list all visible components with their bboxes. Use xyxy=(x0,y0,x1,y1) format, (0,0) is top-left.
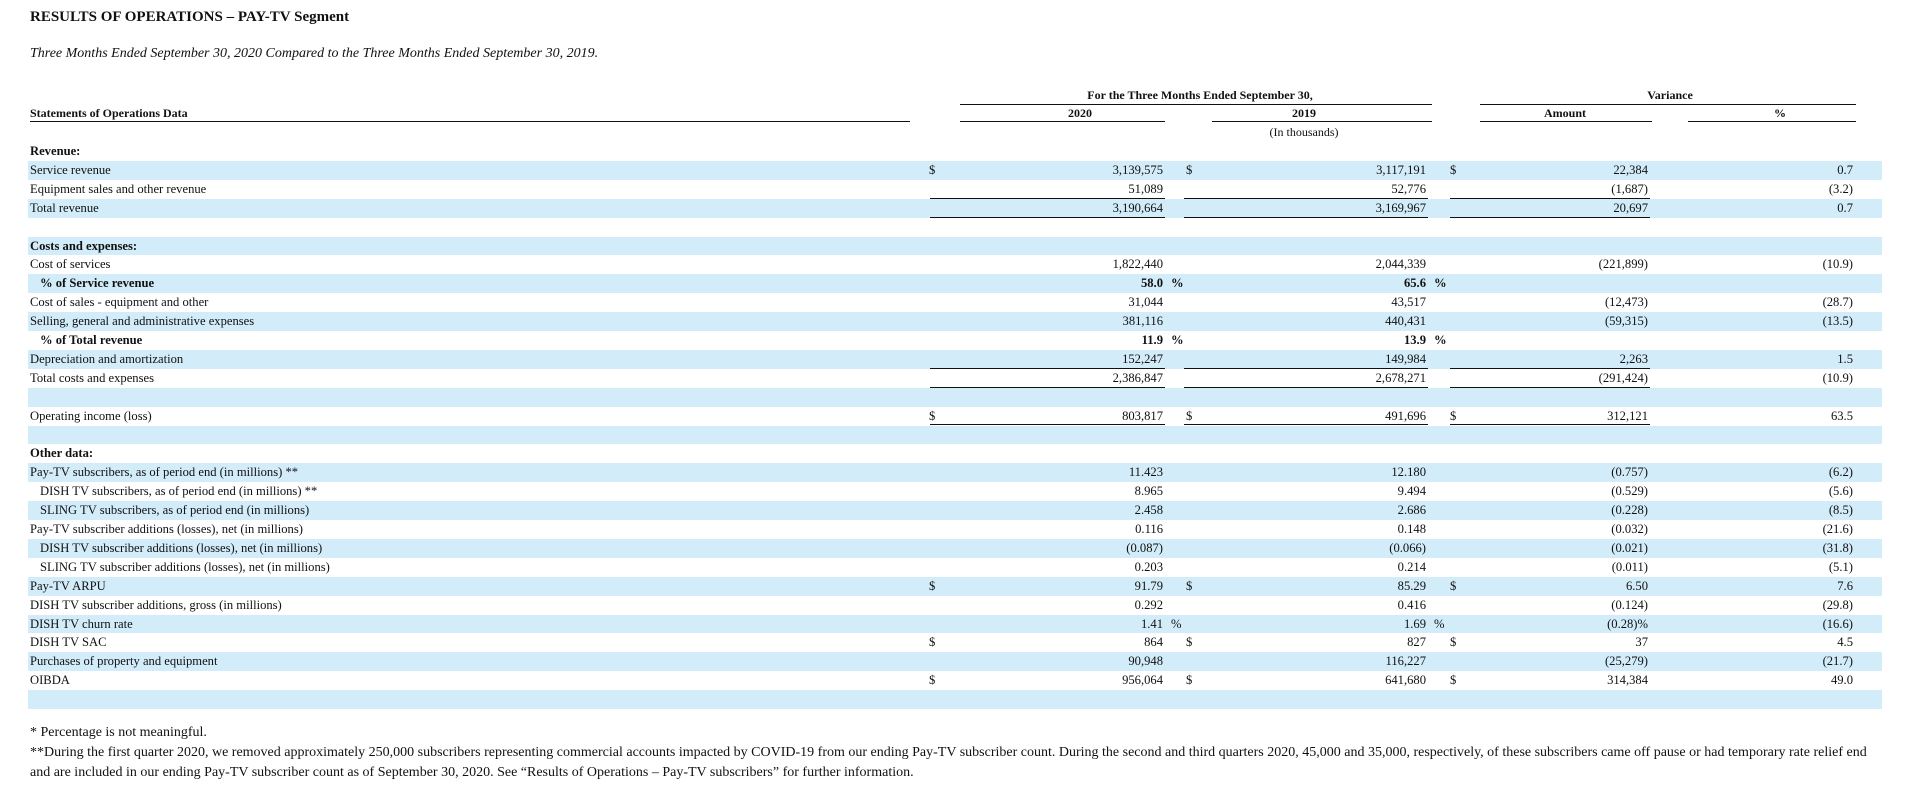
value-2020: 31,044 xyxy=(1128,295,1163,310)
variance-percent: 63.5 xyxy=(1830,408,1853,423)
row-label: DISH TV SAC xyxy=(30,635,107,650)
variance-amount: 37 xyxy=(1635,635,1648,650)
row-label: DISH TV subscriber additions (losses), net (in millions) xyxy=(40,540,323,555)
value-2020: 803,817 xyxy=(1122,408,1163,423)
variance-percent: (13.5) xyxy=(1822,314,1853,329)
variance-amount: (0.032) xyxy=(1611,522,1648,536)
table-row xyxy=(28,218,1882,237)
dollar-sign: $ xyxy=(1450,408,1457,423)
value-2020: 8.965 xyxy=(1134,484,1163,499)
dollar-sign: $ xyxy=(1186,673,1193,688)
variance-amount: 314,384 xyxy=(1607,673,1648,688)
table-row xyxy=(28,274,1882,293)
dollar-sign: $ xyxy=(929,162,936,177)
dollar-sign: $ xyxy=(1186,578,1193,593)
row-label: % of Total revenue xyxy=(40,333,143,347)
dollar-sign: $ xyxy=(1450,635,1457,650)
percent-header: % xyxy=(1774,106,1786,120)
variance-percent: (5.1) xyxy=(1828,559,1853,574)
table-row xyxy=(28,350,1882,369)
variance-amount: (12,473) xyxy=(1604,295,1648,310)
value-2019: 0.214 xyxy=(1397,559,1426,574)
row-label: Depreciation and amortization xyxy=(30,351,184,366)
row-label: SLING TV subscriber additions (losses), net (in millions) xyxy=(40,559,330,574)
variance-amount: (221,899) xyxy=(1598,257,1648,272)
value-2019: (0.066) xyxy=(1389,540,1426,555)
value-2019: 43,517 xyxy=(1391,295,1426,310)
row-label: Cost of sales - equipment and other xyxy=(30,295,209,310)
value-2020: 11.423 xyxy=(1128,465,1163,480)
variance-amount: (0.124) xyxy=(1611,597,1648,612)
table-row xyxy=(28,255,1882,274)
row-label: DISH TV churn rate xyxy=(30,616,133,631)
table-row xyxy=(28,596,1882,615)
value-2019: 149,984 xyxy=(1385,351,1426,366)
dollar-sign: $ xyxy=(929,408,936,423)
table-row xyxy=(28,520,1882,539)
row-label: % of Service revenue xyxy=(40,276,155,291)
value-2020: 956,064 xyxy=(1122,673,1163,688)
variance-amount: (0.011) xyxy=(1611,559,1648,574)
row-label: Pay-TV subscribers, as of period end (in millions) ** xyxy=(30,465,299,480)
row-label: Selling, general and administrative expenses xyxy=(30,314,255,329)
value-2020: (0.087) xyxy=(1126,540,1163,555)
value-2020: 11.9 xyxy=(1141,333,1163,347)
variance-amount: 22,384 xyxy=(1613,162,1648,177)
row-label: Pay-TV ARPU xyxy=(30,578,106,593)
percent-sign: % xyxy=(1171,276,1184,291)
table-row xyxy=(28,444,1882,463)
year-2020-header: 2020 xyxy=(1068,106,1092,120)
dollar-sign: $ xyxy=(1186,162,1193,177)
value-2019: 65.6 xyxy=(1403,276,1426,291)
row-label: Service revenue xyxy=(30,162,111,177)
value-2020: 3,139,575 xyxy=(1112,162,1163,177)
value-2019: 2,044,339 xyxy=(1375,257,1426,272)
variance-header: Variance xyxy=(1647,88,1693,102)
table-row xyxy=(28,199,1882,218)
table-row xyxy=(28,615,1882,634)
table-row xyxy=(28,539,1882,558)
row-label: Total revenue xyxy=(30,200,99,215)
row-label: Costs and expenses: xyxy=(30,238,138,253)
table-row xyxy=(28,312,1882,331)
row-label: DISH TV subscriber additions, gross (in millions) xyxy=(30,597,282,612)
dollar-sign: $ xyxy=(1450,673,1457,688)
dollar-sign: $ xyxy=(1450,578,1457,593)
variance-percent: (10.9) xyxy=(1822,257,1853,272)
variance-amount: (0.28)% xyxy=(1607,616,1648,631)
value-2020: 2.458 xyxy=(1134,503,1163,518)
table-row xyxy=(28,407,1882,426)
value-2020: 1.41 xyxy=(1140,616,1163,631)
value-2020: 2,386,847 xyxy=(1112,370,1163,385)
value-2019: 3,169,967 xyxy=(1375,200,1426,215)
table-row xyxy=(28,671,1882,690)
value-2020: 152,247 xyxy=(1122,351,1163,366)
table-row xyxy=(28,369,1882,388)
table-row xyxy=(28,161,1882,180)
row-label: Pay-TV subscriber additions (losses), net (in millions) xyxy=(30,522,303,536)
value-2020: 91.79 xyxy=(1134,578,1163,593)
dollar-sign: $ xyxy=(929,673,936,688)
variance-amount: (291,424) xyxy=(1598,370,1648,385)
value-2019: 2,678,271 xyxy=(1375,370,1426,385)
variance-amount: 2,263 xyxy=(1619,351,1648,366)
value-2020: 3,190,664 xyxy=(1112,200,1163,215)
variance-amount: 312,121 xyxy=(1607,408,1648,423)
dollar-sign: $ xyxy=(929,578,936,593)
variance-percent: (16.6) xyxy=(1822,616,1853,631)
row-label: DISH TV subscribers, as of period end (in millions) ** xyxy=(40,484,318,499)
units-header: (In thousands) xyxy=(1269,125,1339,139)
variance-percent: (3.2) xyxy=(1828,181,1853,196)
value-2020: 90,948 xyxy=(1128,654,1163,669)
dollar-sign: $ xyxy=(1450,162,1457,177)
row-label: Cost of services xyxy=(30,257,111,272)
table-row xyxy=(28,652,1882,671)
table-row xyxy=(28,633,1882,652)
value-2019: 491,696 xyxy=(1385,408,1426,423)
page-subtitle: Three Months Ended September 30, 2020 Compared to the Three Months Ended September 30, 2019. xyxy=(30,46,599,61)
variance-percent: 1.5 xyxy=(1837,351,1853,366)
dollar-sign: $ xyxy=(1186,408,1193,423)
page-title: RESULTS OF OPERATIONS – PAY-TV Segment xyxy=(30,9,350,25)
value-2020: 381,116 xyxy=(1122,314,1163,329)
value-2020: 0.203 xyxy=(1134,559,1163,574)
variance-percent: 4.5 xyxy=(1837,635,1853,650)
value-2020: 0.292 xyxy=(1134,597,1163,612)
value-2020: 51,089 xyxy=(1128,181,1163,196)
table-row xyxy=(28,237,1882,256)
row-label: Other data: xyxy=(30,446,94,461)
table-row xyxy=(28,180,1882,199)
variance-percent: (8.5) xyxy=(1828,503,1853,518)
table-row xyxy=(28,463,1882,482)
value-2019: 85.29 xyxy=(1397,578,1426,593)
value-2019: 2.686 xyxy=(1397,503,1426,518)
variance-percent: (6.2) xyxy=(1828,465,1853,480)
row-label: SLING TV subscribers, as of period end (in millions) xyxy=(40,503,310,518)
table-row xyxy=(28,293,1882,312)
variance-percent: (10.9) xyxy=(1822,370,1853,385)
value-2019: 440,431 xyxy=(1385,314,1426,329)
value-2020: 0.116 xyxy=(1135,522,1163,536)
variance-percent: 0.7 xyxy=(1837,200,1853,215)
table-row xyxy=(28,331,1882,350)
percent-sign: % xyxy=(1434,616,1445,631)
row-label: Purchases of property and equipment xyxy=(30,654,218,669)
variance-amount: (0.529) xyxy=(1611,484,1648,499)
table-row xyxy=(28,482,1882,501)
value-2019: 9.494 xyxy=(1397,484,1426,499)
statements-header: Statements of Operations Data xyxy=(30,106,188,120)
variance-percent: (5.6) xyxy=(1828,484,1853,499)
variance-percent: (31.8) xyxy=(1822,540,1853,555)
variance-percent: (28.7) xyxy=(1822,295,1853,310)
dollar-sign: $ xyxy=(929,635,936,650)
variance-percent: (21.6) xyxy=(1822,522,1853,536)
value-2019: 52,776 xyxy=(1391,181,1426,196)
percent-sign: % xyxy=(1434,333,1447,347)
value-2019: 0.416 xyxy=(1397,597,1426,612)
variance-amount: (0.021) xyxy=(1611,540,1648,555)
table-row xyxy=(28,501,1882,520)
percent-sign: % xyxy=(1171,616,1182,631)
percent-sign: % xyxy=(1434,276,1447,291)
value-2019: 3,117,191 xyxy=(1376,162,1426,177)
value-2019: 1.69 xyxy=(1403,616,1426,631)
value-2020: 864 xyxy=(1144,635,1163,650)
variance-amount: (1,687) xyxy=(1611,181,1648,196)
table-row xyxy=(28,577,1882,596)
value-2019: 0.148 xyxy=(1397,522,1426,536)
variance-percent: 49.0 xyxy=(1830,673,1853,688)
year-2019-header: 2019 xyxy=(1292,106,1316,120)
variance-percent: 7.6 xyxy=(1837,578,1853,593)
row-label: OIBDA xyxy=(30,673,70,688)
value-2020: 58.0 xyxy=(1140,276,1163,291)
variance-amount: 6.50 xyxy=(1625,578,1648,593)
table-row xyxy=(28,388,1882,407)
amount-header: Amount xyxy=(1543,106,1586,120)
percent-sign: % xyxy=(1171,333,1184,347)
value-2019: 13.9 xyxy=(1403,333,1426,347)
variance-percent: (29.8) xyxy=(1822,597,1853,612)
table-row xyxy=(28,426,1882,445)
row-label: Total costs and expenses xyxy=(30,370,154,385)
variance-amount: 20,697 xyxy=(1613,200,1648,215)
value-2019: 827 xyxy=(1407,635,1426,650)
variance-amount: (59,315) xyxy=(1604,314,1648,329)
value-2020: 1,822,440 xyxy=(1112,257,1163,272)
row-label: Revenue: xyxy=(30,144,81,158)
table-row xyxy=(28,142,1882,161)
table-row xyxy=(28,690,1882,709)
variance-amount: (25,279) xyxy=(1604,654,1648,669)
row-label: Equipment sales and other revenue xyxy=(30,181,207,196)
row-label: Operating income (loss) xyxy=(30,408,152,423)
footnote-1: * Percentage is not meaningful. xyxy=(30,725,207,740)
variance-percent: 0.7 xyxy=(1837,162,1853,177)
variance-amount: (0.228) xyxy=(1611,503,1648,518)
value-2019: 641,680 xyxy=(1385,673,1426,688)
dollar-sign: $ xyxy=(1186,635,1193,650)
variance-amount: (0.757) xyxy=(1611,465,1648,480)
period-header: For the Three Months Ended September 30, xyxy=(1087,88,1313,102)
table-row xyxy=(28,558,1882,577)
value-2019: 116,227 xyxy=(1385,654,1426,669)
variance-percent: (21.7) xyxy=(1822,654,1853,669)
footnote-2: **During the first quarter 2020, we removed approximately 250,000 subscribers representing commercial accounts impacted by COVID-19 from our ending Pay-TV subscriber count. During the second and third quarters 2020, 45,000 and 35,000, respectively, of these subscribers came off pause or had temporary rate relief end and are included in our ending Pay-TV subscriber count as of September 30, 2020. See “Results of Operations – Pay-TV subscribers” for further information. xyxy=(30,745,1867,780)
value-2019: 12.180 xyxy=(1391,465,1426,480)
